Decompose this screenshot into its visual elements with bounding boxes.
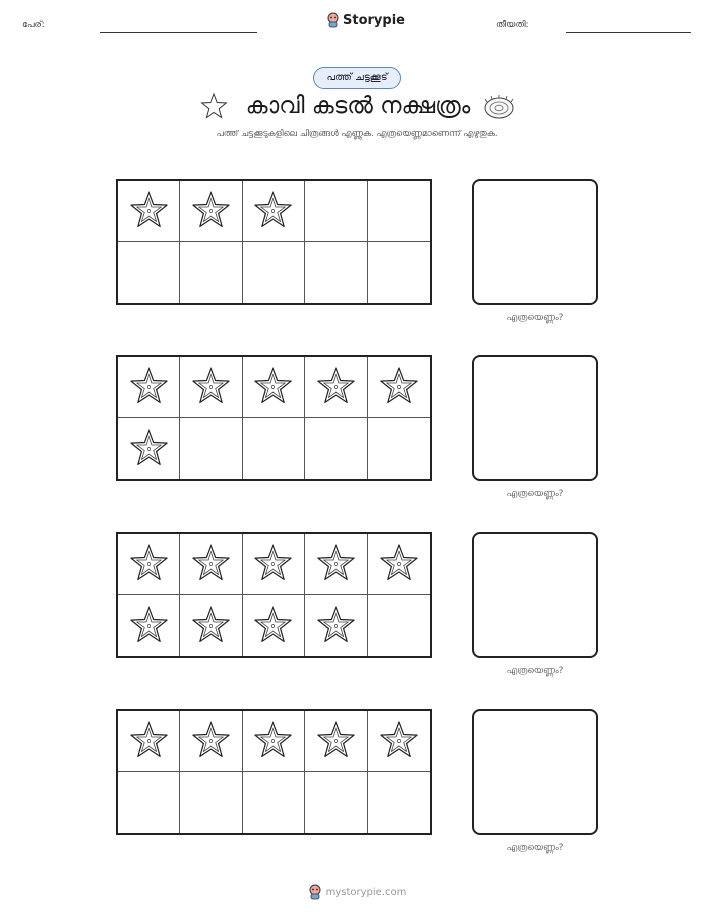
starfish-icon	[128, 366, 170, 408]
ten-frame	[116, 179, 432, 305]
ten-frame-cell	[180, 772, 242, 833]
footer	[0, 884, 714, 900]
starfish-icon	[128, 720, 170, 762]
storypie-mascot-icon	[326, 12, 340, 28]
starfish-icon	[128, 428, 170, 470]
ten-frame-cell	[180, 242, 242, 303]
ten-frame-cell	[180, 181, 242, 242]
ten-frame-cell	[305, 357, 367, 418]
ten-frame-cell	[305, 772, 367, 833]
ten-frame-cell	[243, 357, 305, 418]
footer-site: mystorypie.com	[325, 886, 407, 898]
starfish-icon	[378, 543, 420, 585]
page-title: കാവി കടൽ നക്ഷത്രം	[245, 93, 471, 119]
starfish-icon	[190, 605, 232, 647]
starfish-icon	[252, 720, 294, 762]
ten-frame-cell	[118, 772, 180, 833]
starfish-icon	[252, 190, 294, 232]
topic-badge: പത്ത് ചട്ടക്കൂട്	[313, 67, 401, 89]
starfish-icon	[190, 543, 232, 585]
starfish-icon	[128, 543, 170, 585]
starfish-icon	[190, 720, 232, 762]
brand-logo	[326, 12, 405, 28]
ten-frame-cell	[305, 418, 367, 479]
how-many-label: എത്രയെണ്ണം?	[506, 843, 564, 853]
ten-frame-cell	[243, 711, 305, 772]
storypie-footer-icon	[308, 884, 322, 900]
ten-frame-cell	[368, 418, 430, 479]
ten-frame-cell	[368, 772, 430, 833]
ten-frame-cell	[243, 595, 305, 656]
starfish-icon	[315, 543, 357, 585]
how-many-label: എത്രയെണ്ണം?	[506, 666, 564, 676]
starfish-icon	[252, 543, 294, 585]
ten-frame-cell	[118, 595, 180, 656]
ten-frame-cell	[243, 772, 305, 833]
date-label: തീയതി:	[496, 20, 529, 30]
answer-box[interactable]	[472, 355, 598, 481]
starfish-icon	[315, 366, 357, 408]
ten-frame-cell	[305, 595, 367, 656]
name-label: പേര്:	[22, 20, 45, 30]
worksheet-header	[0, 0, 714, 50]
ten-frame-cell	[368, 711, 430, 772]
ten-frame-cell	[305, 534, 367, 595]
ten-frame	[116, 355, 432, 481]
starfish-outline-icon	[199, 92, 229, 122]
starfish-icon	[128, 190, 170, 232]
starfish-icon	[378, 720, 420, 762]
ten-frame-cell	[368, 242, 430, 303]
ten-frame-cell	[305, 711, 367, 772]
ten-frame-cell	[118, 534, 180, 595]
ten-frame-cell	[243, 181, 305, 242]
ten-frame-cell	[180, 534, 242, 595]
ten-frame-cell	[368, 595, 430, 656]
answer-box[interactable]	[472, 532, 598, 658]
ten-frame-cell	[118, 711, 180, 772]
ten-frame-cell	[243, 418, 305, 479]
starfish-icon	[190, 366, 232, 408]
ten-frame-cell	[118, 242, 180, 303]
instructions: പത്ത് ചട്ടക്കൂടുകളിലെ ചിത്രങ്ങൾ എണ്ണുക. എത്രയെണ്ണമാണെന്ന് എഴുതുക.	[216, 129, 498, 139]
ten-frame-cell	[118, 357, 180, 418]
answer-box[interactable]	[472, 179, 598, 305]
ten-frame-cell	[305, 242, 367, 303]
ten-frame-cell	[243, 534, 305, 595]
ten-frame-cell	[368, 357, 430, 418]
how-many-label: എത്രയെണ്ണം?	[506, 489, 564, 499]
starfish-icon	[190, 190, 232, 232]
brand-name: Storypie	[343, 12, 405, 28]
ten-frame-cell	[180, 357, 242, 418]
ten-frame-cell	[180, 418, 242, 479]
ten-frame-cell	[305, 181, 367, 242]
date-line	[566, 32, 691, 33]
ten-frame-cell	[118, 181, 180, 242]
ten-frame-cell	[368, 181, 430, 242]
sea-urchin-icon	[482, 92, 516, 122]
starfish-icon	[128, 605, 170, 647]
starfish-icon	[315, 720, 357, 762]
ten-frame-cell	[243, 242, 305, 303]
ten-frame-cell	[180, 595, 242, 656]
title-row	[0, 88, 714, 126]
ten-frame-cell	[368, 534, 430, 595]
starfish-icon	[378, 366, 420, 408]
ten-frame-cell	[180, 711, 242, 772]
answer-box[interactable]	[472, 709, 598, 835]
name-line	[100, 32, 257, 33]
ten-frame	[116, 709, 432, 835]
starfish-icon	[252, 605, 294, 647]
ten-frame	[116, 532, 432, 658]
how-many-label: എത്രയെണ്ണം?	[506, 313, 564, 323]
starfish-icon	[315, 605, 357, 647]
starfish-icon	[252, 366, 294, 408]
ten-frame-cell	[118, 418, 180, 479]
